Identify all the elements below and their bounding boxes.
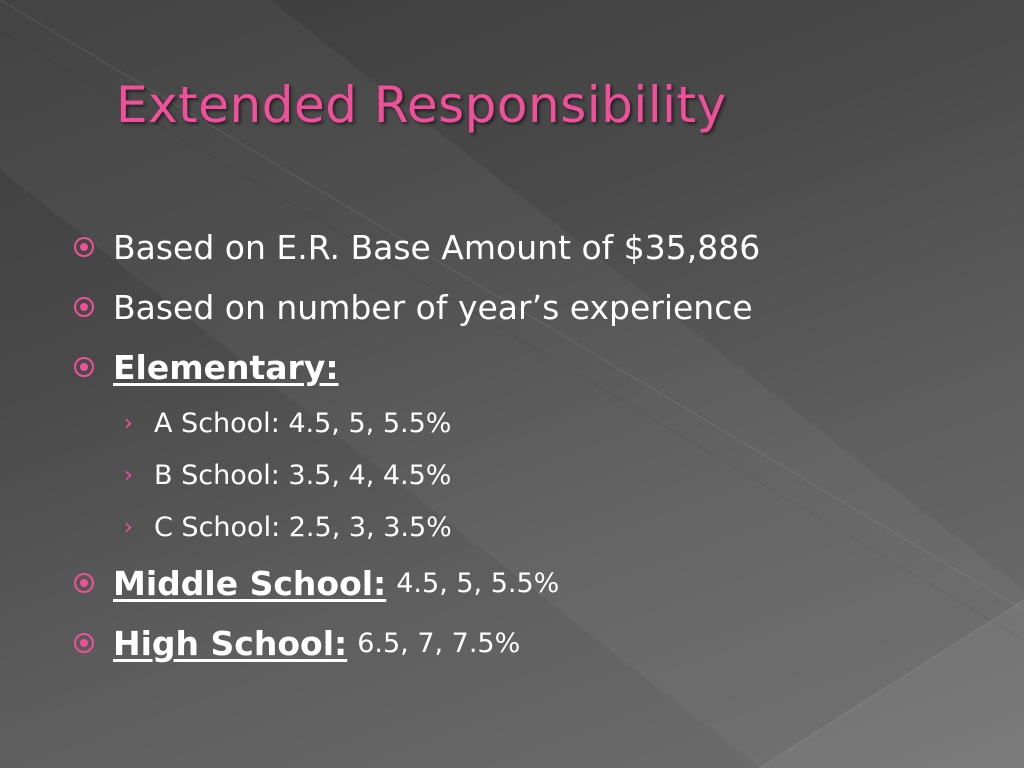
bullet-list: [74, 218, 974, 674]
bullet-item-middle-school: [74, 554, 974, 614]
sub-bullet-text: B School: 3.5, 4, 4.5%: [154, 460, 452, 491]
circle-dot-icon: [74, 297, 94, 317]
chevron-right-icon: ›: [124, 463, 133, 488]
bullet-heading: High School:: [113, 624, 348, 663]
sub-bullet-text: A School: 4.5, 5, 5.5%: [154, 408, 452, 439]
sub-bullet-item: [74, 398, 974, 450]
bullet-item: [74, 278, 974, 338]
bullet-item: [74, 218, 974, 278]
bullet-heading: Middle School:: [113, 564, 387, 603]
bullet-value: 4.5, 5, 5.5%: [396, 568, 560, 599]
sub-bullet-item: [74, 450, 974, 502]
chevron-right-icon: ›: [124, 515, 133, 540]
sub-bullet-item: [74, 502, 974, 554]
sub-bullet-text: C School: 2.5, 3, 3.5%: [154, 512, 452, 543]
bullet-heading: Elementary:: [113, 348, 339, 387]
slide-title: Extended Responsibility: [116, 76, 727, 134]
circle-dot-icon: [74, 633, 94, 653]
bullet-text: Based on E.R. Base Amount of $35,886: [113, 228, 761, 267]
circle-dot-icon: [74, 357, 94, 377]
circle-dot-icon: [74, 573, 94, 593]
bullet-item-elementary: [74, 338, 974, 398]
bullet-item-high-school: [74, 614, 974, 674]
chevron-right-icon: ›: [124, 411, 133, 436]
circle-dot-icon: [74, 237, 94, 257]
bullet-text: Based on number of year’s experience: [113, 288, 753, 327]
bullet-value: 6.5, 7, 7.5%: [357, 628, 521, 659]
